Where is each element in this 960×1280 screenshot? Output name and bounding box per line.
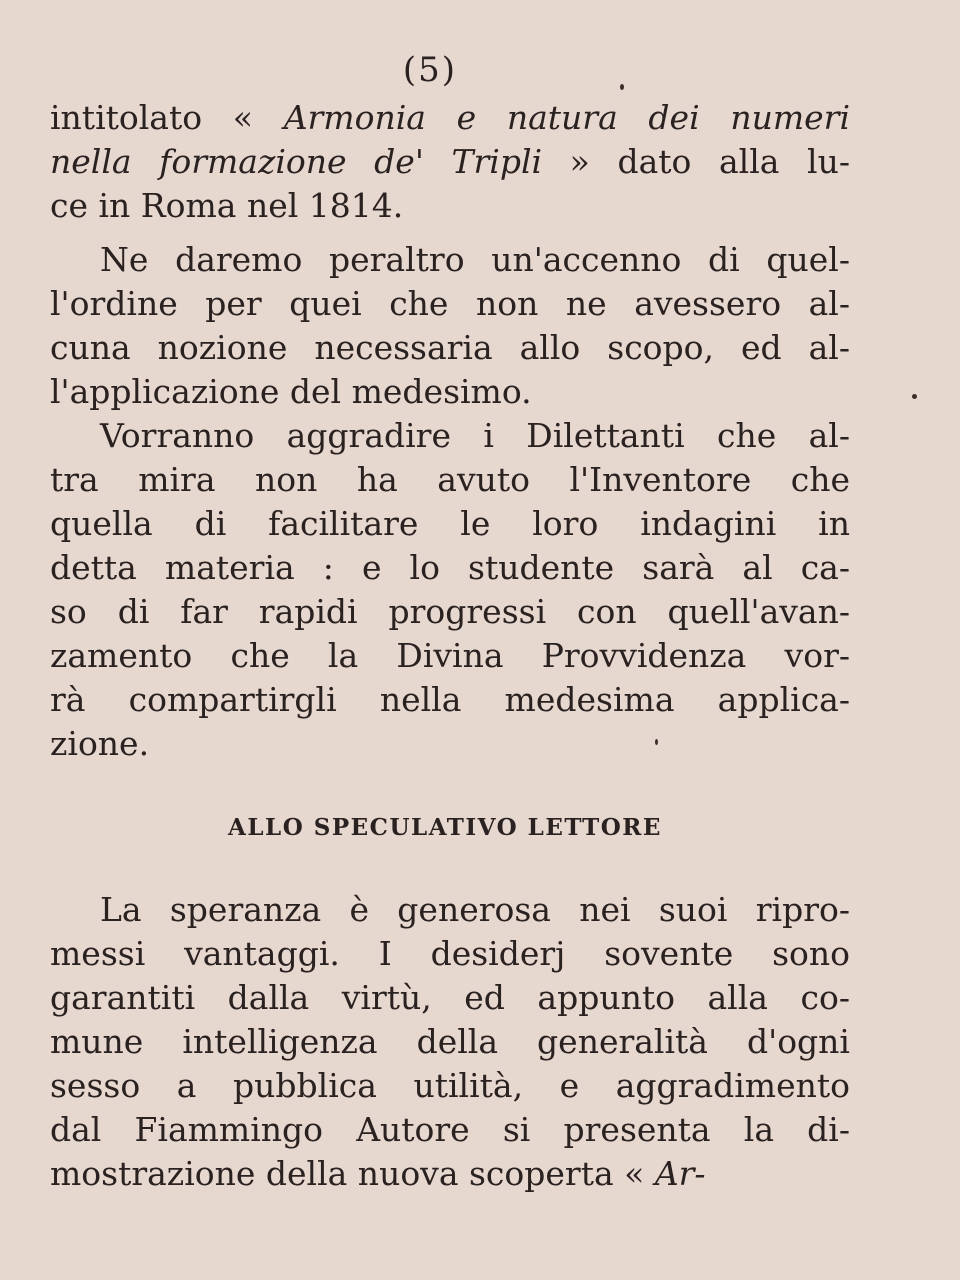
text-line: [50, 96, 850, 140]
text-segment: sesso a pubblica utilità, e aggradimento: [50, 1066, 850, 1105]
text-line: Vorranno aggradire i Dilettanti che al-: [100, 416, 850, 455]
text-line: tra mira non ha avuto l'Inventore che: [50, 460, 850, 499]
text-line: detta materia : e lo studente sarà al ca-: [50, 548, 850, 587]
text-line: quella di facilitare le loro indagini in: [50, 504, 850, 543]
text-segment: intitolato «: [50, 98, 284, 137]
text-line: [50, 140, 850, 184]
text-segment: La speranza è generosa nei suoi ripro-: [100, 890, 850, 929]
text-line: cuna nozione necessaria allo scopo, ed al-: [50, 328, 850, 367]
text-line: [50, 1064, 850, 1108]
section-heading: ALLO SPECULATIVO LETTORE: [228, 814, 662, 841]
italic-text: Ar-: [654, 1154, 706, 1193]
text-line: rà compartirgli nella medesima applica-: [50, 680, 850, 719]
text-line: [50, 932, 850, 976]
text-line: [50, 1152, 850, 1196]
text-segment: dal Fiammingo Autore si presenta la di-: [50, 1110, 850, 1149]
text-line: so di far rapidi progressi con quell'avan-: [50, 592, 850, 631]
text-line: zamento che la Divina Provvidenza vor-: [50, 636, 850, 675]
text-line: [50, 888, 850, 932]
page-number: (5): [402, 50, 458, 90]
text-line: [50, 1108, 850, 1152]
text-segment: mune intelligenza della generalità d'ogni: [50, 1022, 850, 1061]
text-segment: » dato alla lu-: [542, 142, 850, 181]
text-line: zione.: [50, 724, 150, 763]
italic-text: Armonia e natura dei numeri: [283, 98, 850, 137]
text-line: [50, 1020, 850, 1064]
text-segment: ce in Roma nel 1814.: [50, 186, 404, 225]
text-line: Ne daremo peraltro un'accenno di quel-: [100, 240, 850, 279]
text-line: [50, 976, 850, 1020]
text-line: l'applicazione del medesimo.: [50, 372, 532, 411]
italic-text: nella formazione de' Tripli: [50, 142, 543, 181]
text-line: l'ordine per quei che non ne avessero al-: [50, 284, 850, 323]
text-segment: garantiti dalla virtù, ed appunto alla co-: [50, 978, 850, 1017]
text-segment: messi vantaggi. I desiderj sovente sono: [50, 934, 850, 973]
text-line: [50, 184, 850, 228]
text-segment: mostrazione della nuova scoperta «: [50, 1154, 655, 1193]
